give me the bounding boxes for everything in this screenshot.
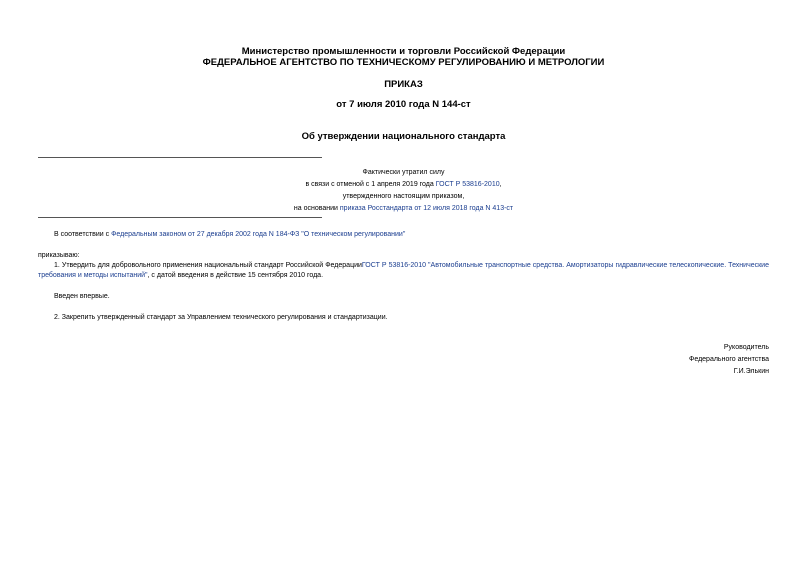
- status-note-text: на основании: [293, 205, 340, 212]
- signature-name: Г.И.Элькин: [733, 368, 769, 375]
- item1-suffix: , с датой введения в действие 15 сентября 2010 года.: [147, 272, 324, 279]
- status-note-line4: [0, 203, 807, 216]
- signature-title1: Руководитель: [723, 344, 769, 351]
- standard-link[interactable]: ГОСТ Р 53816-2010 "Автомобильные транспортные средства. Амортизаторы гидравлические телескопические. Технические требования и методы испытаний": [38, 262, 769, 279]
- status-note-line1: Фактически утратил силу: [362, 169, 445, 176]
- status-note-comma: ,: [499, 181, 502, 188]
- status-note-line2: [0, 179, 807, 192]
- signature-title2: Федерального агентства: [689, 356, 769, 363]
- status-note-text: в связи с отменой с 1 апреля 2019 года: [305, 181, 436, 188]
- document-type: ПРИКАЗ: [384, 79, 423, 90]
- item2-paragraph: 2. Закрепить утвержденный стандарт за Управлением технического регулирования и стандартизации.: [54, 314, 388, 321]
- basis-text: В соответствии с: [54, 231, 112, 238]
- bottom-divider: [38, 217, 322, 218]
- agency-name: ФЕДЕРАЛЬНОЕ АГЕНТСТВО ПО ТЕХНИЧЕСКОМУ РЕГУЛИРОВАНИЮ И МЕТРОЛОГИИ: [202, 57, 605, 68]
- status-note-line3: утвержденного настоящим приказом,: [342, 193, 465, 200]
- introduced-note: Введен впервые.: [54, 293, 110, 300]
- basis-paragraph: [38, 230, 769, 240]
- rosstandart-order-link[interactable]: приказа Росстандарта от 12 июля 2018 года N 413-ст: [339, 205, 514, 212]
- top-divider: [38, 157, 322, 158]
- gost-link[interactable]: ГОСТ Р 53816-2010: [435, 181, 500, 188]
- ministry-name: Министерство промышленности и торговли Российской Федерации: [241, 46, 566, 57]
- federal-law-link[interactable]: Федеральным законом от 27 декабря 2002 года N 184-ФЗ "О техническом регулировании": [111, 231, 406, 238]
- item1-text: 1. Утвердить для добровольного применения национальный стандарт Российской Федерации: [54, 262, 362, 269]
- order-word: приказываю:: [38, 252, 80, 259]
- document-date-number: от 7 июля 2010 года N 144-ст: [336, 99, 471, 110]
- item1-paragraph: [38, 261, 769, 281]
- document-subject: Об утверждении национального стандарта: [301, 131, 506, 142]
